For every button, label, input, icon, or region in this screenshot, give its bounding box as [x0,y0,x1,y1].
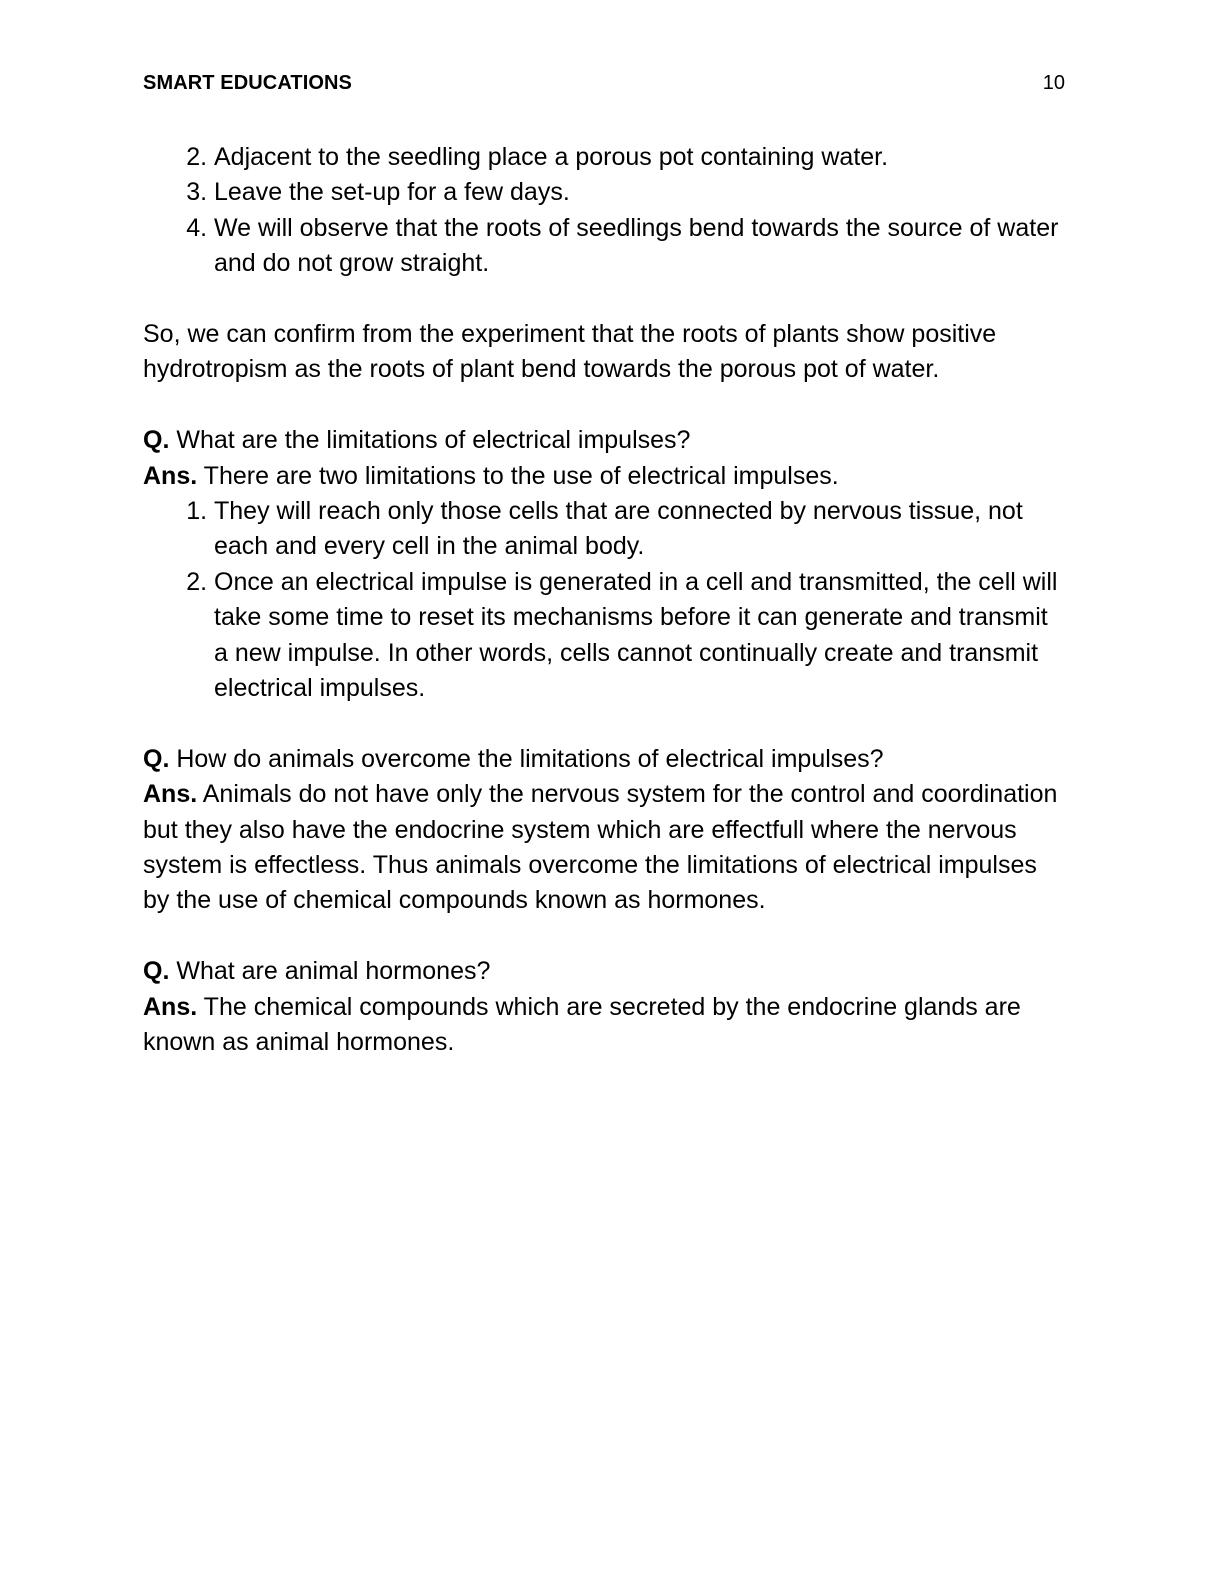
page-number: 10 [1042,72,1065,94]
question-label: Q. [143,744,170,773]
answer-text: The chemical compounds which are secreted by the endocrine glands are known as animal hormones. [143,992,1021,1057]
question-text: What are animal hormones? [169,957,491,986]
answer [143,459,1068,494]
page-header [143,72,1065,95]
question-text: What are the limitations of electrical impulses? [169,426,691,455]
qa-block [143,742,1068,919]
answer-text: There are two limitations to the use of electrical impulses. [197,461,839,490]
list-item: 2. Once an electrical impulse is generated in a cell and transmitted, the cell will take some time to reset its mechanisms before it can generate and transmit a new impulse. In other words, cells cannot continually create and transmit electrical impulses. [214,565,1068,707]
conclusion-paragraph: So, we can confirm from the experiment that the roots of plants show positive hydrotropism as the roots of plant bend towards the porous pot of water. [143,320,997,384]
answer-label: Ans. [143,992,198,1021]
question-label: Q. [143,957,170,986]
answer-label: Ans. [143,461,198,490]
list-item: 2. Adjacent to the seedling place a porous pot containing water. [214,140,1068,175]
question [143,742,1068,777]
experiment-steps-list [143,140,1068,282]
answer [143,990,1068,1061]
qa-block [143,954,1068,1060]
page-content [143,140,1068,1061]
question [143,954,1068,989]
list-item: 4. We will observe that the roots of seedlings bend towards the source of water and do not grow straight. [214,211,1068,282]
qa-block [143,423,1068,706]
list-item: 3. Leave the set-up for a few days. [214,175,1068,210]
answer [143,777,1068,919]
question [143,423,1068,458]
answer-text: Animals do not have only the nervous system for the control and coordination but they also have the endocrine system which are effectfull where the nervous system is effectless. Thus animals overcome the limitations of electrical impulses by the use of chemical compounds known as hormones. [143,780,1058,915]
question-text: How do animals overcome the limitations of electrical impulses? [169,744,884,773]
answer-list [143,494,1068,706]
document-title: SMART EDUCATIONS [143,72,353,94]
answer-label: Ans. [143,780,198,809]
question-label: Q. [143,426,170,455]
list-item: 1. They will reach only those cells that are connected by nervous tissue, not each and every cell in the animal body. [214,494,1068,565]
